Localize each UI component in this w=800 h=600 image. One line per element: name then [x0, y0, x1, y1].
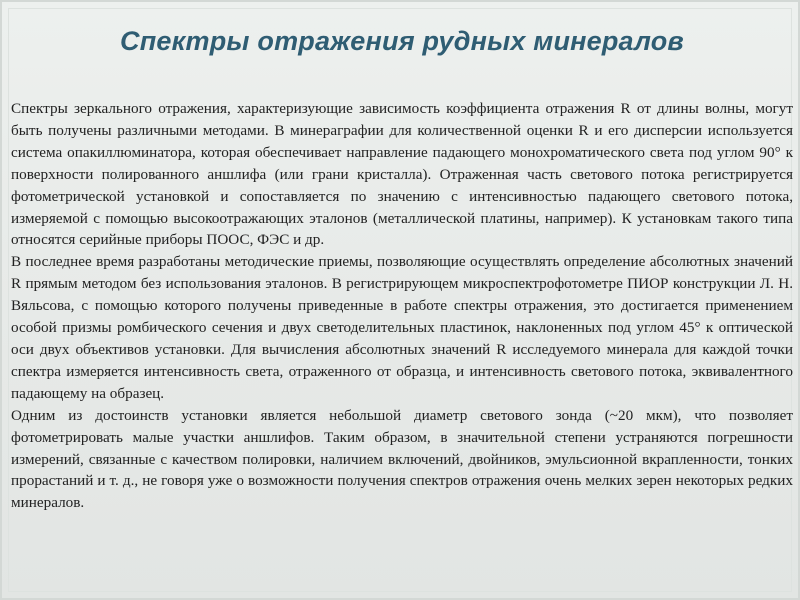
paragraph-3: Одним из достоинств установки является небольшой диаметр светового зонда (~20 мкм), что позволяет фотометрировать малые участки аншлифов. Таким образом, в значительной степени устраняются погрешности измерений, связанные с качеством полировки, наличием включений, двойников, эмульсионной вкрапленности, тонких прорастаний и т. д., не говоря уже о возможности получения спектров отражения очень мелких зерен некоторых редких минералов. [11, 406, 793, 512]
paragraph-2: В последнее время разработаны методические приемы, позволяющие осуществлять определение абсолютных значений R прямым методом без использования эталонов. В регистрирующем микроспектрофотометре ПИОР конструкции Л. Н. Вяльсова, с помощью которого получены приведенные в работе спектры отражения, это достигается применением особой призмы ромбического сечения и двух светоделительных пластинок, наклоненных под углом 45° к оптической оси двух объективов установки. Для вычисления абсолютных значений R исследуемого минерала для каждой точки спектра измеряется интенсивность света, отраженного от образца, и интенсивность светового потока, эквивалентного падающему на образец. [11, 253, 793, 402]
slide-title: Спектры отражения рудных минералов [120, 26, 684, 56]
slide-body [11, 98, 793, 514]
paragraph-1: Спектры зеркального отражения, характеризующие зависимость коэффициента отражения R от длины волны, могут быть получены различными методами. В минераграфии для количественной оценки R и его дисперсии используется система опакиллюминатора, которая обеспечивает направление падающего монохроматического света под углом 90° к поверхности полированного аншлифа (или грани кристалла). Отраженная часть светового потока регистрируется фотометрической установкой и сопоставляется по значению с интенсивностью падающего светового потока, измеряемой с помощью высокоотражающих эталонов (металлической платины, например). К установкам такого типа относятся серийные приборы ПООС, ФЭС и др. [11, 100, 793, 249]
